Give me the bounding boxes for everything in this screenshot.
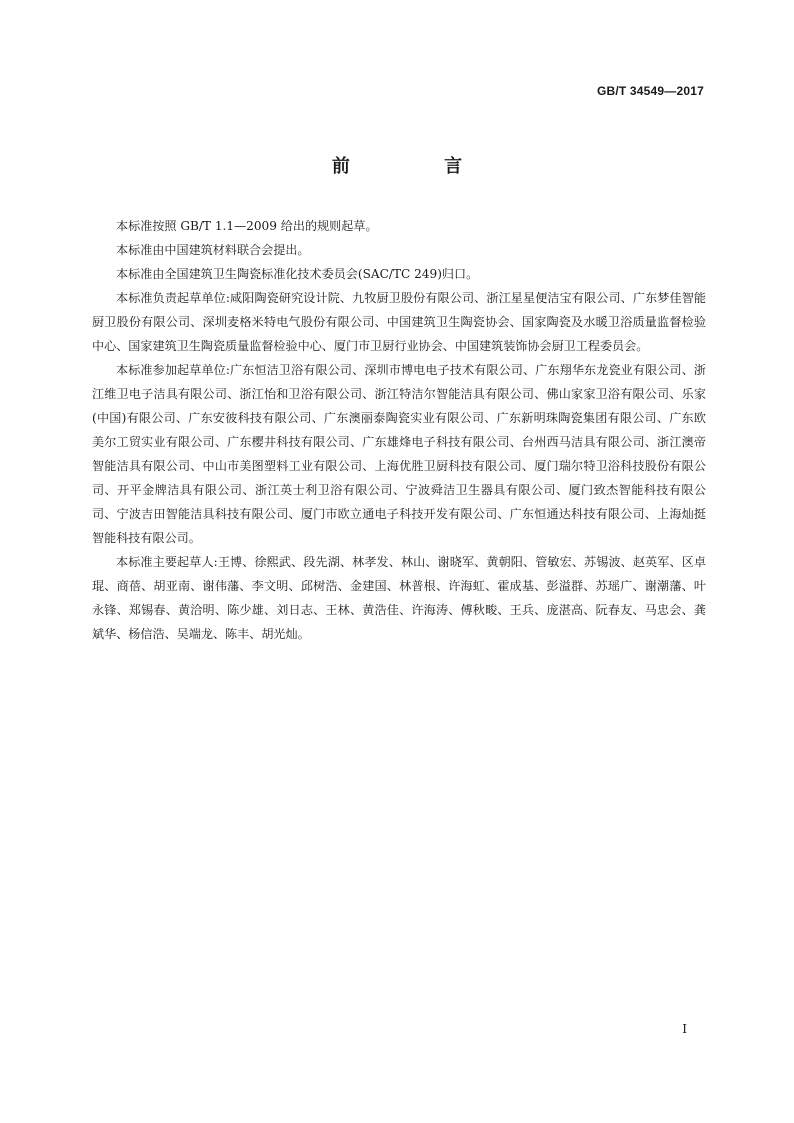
page-title: 前 言 [331, 156, 507, 177]
paragraph-drafting-rules: 本标准按照 GB/T 1.1—2009 给出的规则起草。 [116, 219, 378, 233]
paragraph-lead-drafting-units: 本标准负责起草单位:咸阳陶瓷研究设计院、九牧厨卫股份有限公司、浙江星星便洁宝有限公司、广东梦佳智能厨卫股份有限公司、深圳麦格米特电气股份有限公司、中国建筑卫生陶瓷协会、国家陶瓷及水暖卫浴质量监督检验中心、国家建筑卫生陶瓷质量监督检验中心、厦门市卫厨行业协会、中国建筑装饰协会厨卫工程委员会。 [92, 291, 706, 353]
paragraph-centralized-by: 本标准由全国建筑卫生陶瓷标准化技术委员会(SAC/TC 249)归口。 [116, 267, 479, 281]
page-number: I [682, 1022, 687, 1036]
standard-code: GB/T 34549—2017 [596, 84, 704, 98]
document-body [92, 214, 706, 646]
paragraph-main-drafters: 本标准主要起草人:王博、徐熙武、段先湖、林孝发、林山、谢晓军、黄朝阳、管敏宏、苏锡波、赵英军、区卓琨、商蓓、胡亚南、谢伟藩、李文明、邱树浩、金建国、林普根、许海虹、霍成基、彭溢群、苏瑶广、谢潮藩、叶永锋、郑锡春、黄洽明、陈少雄、刘日志、王林、黄浩佳、许海涛、傅秋畯、王兵、庞湛高、阮春友、马忠会、龚斌华、杨信浩、吴端龙、陈丰、胡光灿。 [92, 555, 706, 641]
paragraph-participating-units: 本标准参加起草单位:广东恒洁卫浴有限公司、深圳市博电电子技术有限公司、广东翔华东龙瓷业有限公司、浙江维卫电子洁具有限公司、浙江怡和卫浴有限公司、浙江特洁尔智能洁具有限公司、佛山家家卫浴有限公司、乐家(中国)有限公司、广东安彼科技有限公司、广东澳丽泰陶瓷实业有限公司、广东新明珠陶瓷集团有限公司、广东欧美尔工贸实业有限公司、广东樱井科技有限公司、广东雄烽电子科技有限公司、台州西马洁具有限公司、浙江澳帝智能洁具有限公司、中山市美图塑料工业有限公司、上海优胜卫厨科技有限公司、厦门瑞尔特卫浴科技股份有限公司、开平金牌洁具有限公司、浙江英士利卫浴有限公司、宁波舜洁卫生器具有限公司、厦门致杰智能科技有限公司、宁波吉田智能洁具科技有限公司、厦门市欧立通电子科技开发有限公司、广东恒通达科技有限公司、上海灿挺智能科技有限公司。 [92, 363, 706, 545]
paragraph-proposed-by: 本标准由中国建筑材料联合会提出。 [116, 243, 310, 257]
